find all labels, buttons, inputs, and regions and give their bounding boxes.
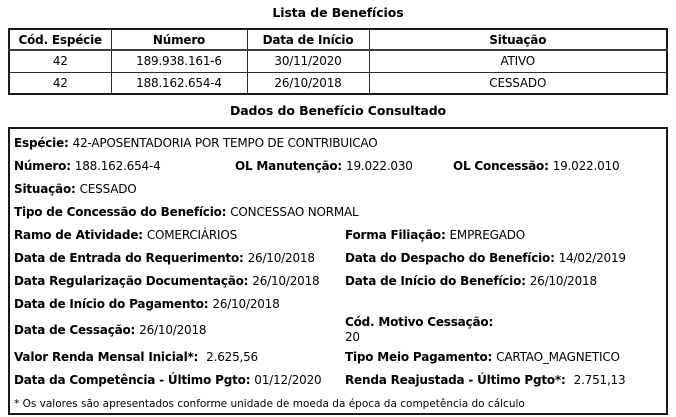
- field-tipo-concessao: [14, 205, 666, 219]
- field-label: Cód. Motivo Cessação:: [345, 315, 494, 329]
- field-label: Data do Despacho do Benefício:: [345, 250, 555, 265]
- benefit-details-title: Dados do Benefício Consultado: [229, 103, 447, 118]
- field-label: OL Concessão:: [453, 158, 549, 173]
- field-value: 14/02/2019: [558, 250, 626, 265]
- cell-data-inicio: 26/10/2018: [247, 72, 369, 94]
- field-data-entrada-requerimento: [14, 251, 345, 265]
- field-ol-manutencao: [235, 159, 453, 173]
- field-data-regularizacao-documentacao: [14, 274, 345, 288]
- field-especie: [14, 136, 666, 150]
- field-value: 26/10/2018: [139, 323, 207, 337]
- field-value: CONCESSAO NORMAL: [230, 204, 359, 219]
- field-value: CARTAO_MAGNETICO: [496, 349, 620, 364]
- field-label: Tipo de Concessão do Benefício:: [14, 204, 227, 219]
- field-value: 42-APOSENTADORIA POR TEMPO DE CONTRIBUICAO: [72, 135, 378, 150]
- field-value: 26/10/2018: [529, 273, 597, 288]
- field-data-cessacao: [14, 323, 345, 337]
- cell-cod-especie: 42: [9, 50, 111, 72]
- field-label: Tipo Meio Pagamento:: [345, 349, 493, 364]
- col-header-data-inicio: Data de Início: [247, 29, 369, 50]
- field-value: 26/10/2018: [212, 296, 280, 311]
- row-inicio-pagamento: [14, 292, 666, 315]
- row-numero-ol: [14, 154, 666, 177]
- col-header-cod-especie: Cód. Espécie: [9, 29, 111, 50]
- table-header-row: [9, 29, 667, 50]
- field-value: 19.022.030: [346, 158, 413, 173]
- field-label: Número:: [14, 158, 71, 173]
- field-valor-renda-mensal-inicial: [14, 350, 345, 364]
- field-label: Data de Cessação:: [14, 323, 136, 337]
- field-data-inicio-pagamento: [14, 297, 666, 311]
- field-renda-reajustada-ultimo-pgto: [345, 373, 666, 387]
- field-label: Data de Início do Benefício:: [345, 273, 526, 288]
- field-value: 19.022.010: [552, 158, 620, 173]
- field-cod-motivo-cessacao: [345, 315, 666, 345]
- field-label: Valor Renda Mensal Inicial*:: [14, 349, 199, 364]
- field-label: Data de Entrada do Requerimento:: [14, 250, 244, 265]
- col-header-situacao: Situação: [369, 29, 667, 50]
- cell-situacao: CESSADO: [369, 72, 667, 94]
- field-value: 2.625,56: [206, 349, 258, 364]
- field-label: Data da Competência - Último Pgto:: [14, 372, 251, 387]
- field-value: CESSADO: [79, 181, 137, 196]
- field-value: EMPREGADO: [449, 227, 526, 242]
- table-row-benefit-ativo: [9, 50, 667, 72]
- field-value: 188.162.654-4: [74, 158, 161, 173]
- field-numero: [14, 159, 235, 173]
- field-data-inicio-beneficio: [345, 274, 666, 288]
- benefit-details-box: [8, 127, 668, 415]
- field-label: Espécie:: [14, 135, 69, 150]
- cell-data-inicio: 30/11/2020: [247, 50, 369, 72]
- row-competencia-reajuste: [14, 368, 666, 391]
- cell-numero: 188.162.654-4: [111, 72, 247, 94]
- field-forma-filiacao: [345, 228, 666, 242]
- benefits-list-table: [8, 28, 668, 95]
- field-value: 01/12/2020: [254, 372, 322, 387]
- row-regularizacao-inicio: [14, 269, 666, 292]
- cell-cod-especie: 42: [9, 72, 111, 94]
- field-label: Data Regularização Documentação:: [14, 273, 249, 288]
- row-ramo-filiacao: [14, 223, 666, 246]
- field-label: Renda Reajustada - Último Pgto*:: [345, 372, 566, 387]
- field-value: 20: [345, 330, 360, 344]
- benefits-list-title: Lista de Benefícios: [272, 5, 404, 20]
- row-cessacao-motivo: [14, 315, 666, 345]
- field-label: Ramo de Atividade:: [14, 227, 143, 242]
- field-label: Data de Início do Pagamento:: [14, 296, 209, 311]
- row-situacao: [14, 177, 666, 200]
- row-especie: [14, 131, 666, 154]
- col-header-numero: Número: [111, 29, 247, 50]
- table-row-benefit-cessado: [9, 72, 667, 94]
- field-label: Forma Filiação:: [345, 227, 446, 242]
- field-data-competencia-ultimo-pgto: [14, 373, 345, 387]
- field-value: 2.751,13: [573, 372, 626, 387]
- row-entrada-despacho: [14, 246, 666, 269]
- values-footnote: * Os valores são apresentados conforme unidade de moeda da época da competência do cálculo: [14, 398, 525, 410]
- field-tipo-meio-pagamento: [345, 350, 666, 364]
- cell-numero: 189.938.161-6: [111, 50, 247, 72]
- field-situacao: [14, 182, 666, 196]
- field-label: OL Manutenção:: [235, 158, 343, 173]
- field-ol-concessao: [453, 159, 666, 173]
- row-tipo-concessao: [14, 200, 666, 223]
- field-ramo-atividade: [14, 228, 345, 242]
- field-value: COMERCIÁRIOS: [146, 227, 238, 242]
- field-value: 26/10/2018: [252, 273, 320, 288]
- field-label: Situação:: [14, 181, 76, 196]
- field-value: 26/10/2018: [247, 250, 315, 265]
- cell-situacao: ATIVO: [369, 50, 667, 72]
- row-renda-pagamento: [14, 345, 666, 368]
- field-data-despacho-beneficio: [345, 251, 666, 265]
